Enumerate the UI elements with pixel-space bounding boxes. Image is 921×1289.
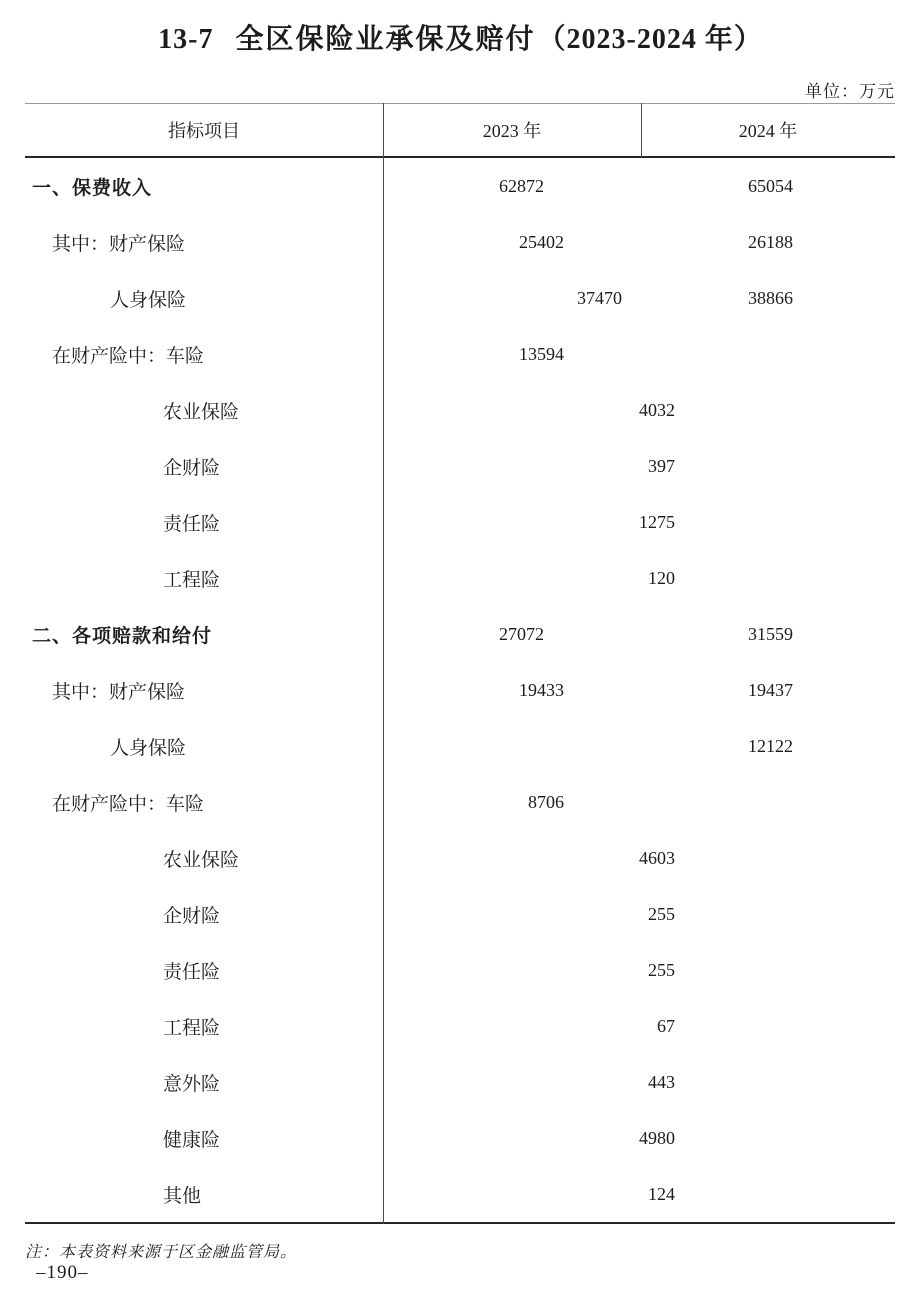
value-2023: 27072 <box>499 623 544 644</box>
table-body <box>25 158 895 1224</box>
table-row <box>25 662 895 718</box>
table-row <box>25 1054 895 1110</box>
row-label: 责任险 <box>163 961 221 983</box>
row-label: 工程险 <box>163 1017 221 1039</box>
value-2024: 26188 <box>748 231 793 252</box>
table-header-row <box>25 103 895 158</box>
value-2023: 13594 <box>519 343 564 364</box>
table-row <box>25 718 895 774</box>
value-2023: 443 <box>648 1071 675 1092</box>
title-year-range: （2023-2024 年） <box>537 24 763 55</box>
table-row <box>25 214 895 270</box>
value-2023: 255 <box>648 959 675 980</box>
footnote: 注：本表资料来源于区金融监管局。 <box>25 1244 298 1261</box>
table-row <box>25 1110 895 1166</box>
row-label: 健康险 <box>163 1129 221 1151</box>
value-2023: 8706 <box>528 791 564 812</box>
value-2023: 4032 <box>639 399 675 420</box>
row-label: 在财产险中：车险 <box>52 793 205 815</box>
table-number: 13-7 <box>158 24 214 55</box>
value-2023: 255 <box>648 903 675 924</box>
value-2023: 37470 <box>577 287 622 308</box>
value-2024: 31559 <box>748 623 793 644</box>
row-label: 工程险 <box>163 569 221 591</box>
table-row <box>25 1166 895 1222</box>
table-row <box>25 774 895 830</box>
table-row <box>25 494 895 550</box>
table-row <box>25 606 895 662</box>
column-header-2023: 2023 年 <box>482 121 542 141</box>
table-row <box>25 886 895 942</box>
column-header-indicator: 指标项目 <box>168 121 240 141</box>
value-2023: 62872 <box>499 175 544 196</box>
column-divider-2 <box>641 103 642 158</box>
title-text: 全区保险业承保及赔付 <box>235 23 536 54</box>
table-row <box>25 550 895 606</box>
table-row <box>25 942 895 998</box>
value-2024: 38866 <box>748 287 793 308</box>
row-label: 二、各项赔款和给付 <box>32 625 213 647</box>
value-2023: 120 <box>648 567 675 588</box>
column-header-2024: 2024 年 <box>738 121 798 141</box>
value-2023: 67 <box>657 1015 675 1036</box>
row-label: 其中：财产保险 <box>52 681 186 703</box>
value-2024: 65054 <box>748 175 793 196</box>
value-2023: 124 <box>648 1183 675 1204</box>
row-label: 意外险 <box>163 1073 221 1095</box>
table-row <box>25 326 895 382</box>
row-label: 农业保险 <box>163 401 240 423</box>
table-row <box>25 270 895 326</box>
value-2024: 19437 <box>748 679 793 700</box>
value-2023: 19433 <box>519 679 564 700</box>
value-2023: 25402 <box>519 231 564 252</box>
row-label: 农业保险 <box>163 849 240 871</box>
value-2023: 397 <box>648 455 675 476</box>
row-label: 人身保险 <box>110 737 187 759</box>
page-number: –190– <box>36 1262 89 1283</box>
table-row <box>25 830 895 886</box>
value-2023: 4980 <box>639 1127 675 1148</box>
table-row <box>25 438 895 494</box>
table-row <box>25 158 895 214</box>
row-label: 人身保险 <box>110 289 187 311</box>
row-label: 在财产险中：车险 <box>52 345 205 367</box>
value-2023: 4603 <box>639 847 675 868</box>
row-label: 其中：财产保险 <box>52 233 186 255</box>
row-label: 其他 <box>163 1185 202 1207</box>
row-label: 责任险 <box>163 513 221 535</box>
unit-note: 单位：万元 <box>805 82 895 101</box>
row-label: 企财险 <box>163 905 221 927</box>
value-2024: 12122 <box>748 735 793 756</box>
column-divider-1 <box>383 103 384 1224</box>
page-title <box>0 22 921 57</box>
row-label: 企财险 <box>163 457 221 479</box>
table-row <box>25 998 895 1054</box>
table-row <box>25 382 895 438</box>
data-table <box>25 103 895 1224</box>
value-2023: 1275 <box>639 511 675 532</box>
row-label: 一、保费收入 <box>32 177 153 199</box>
